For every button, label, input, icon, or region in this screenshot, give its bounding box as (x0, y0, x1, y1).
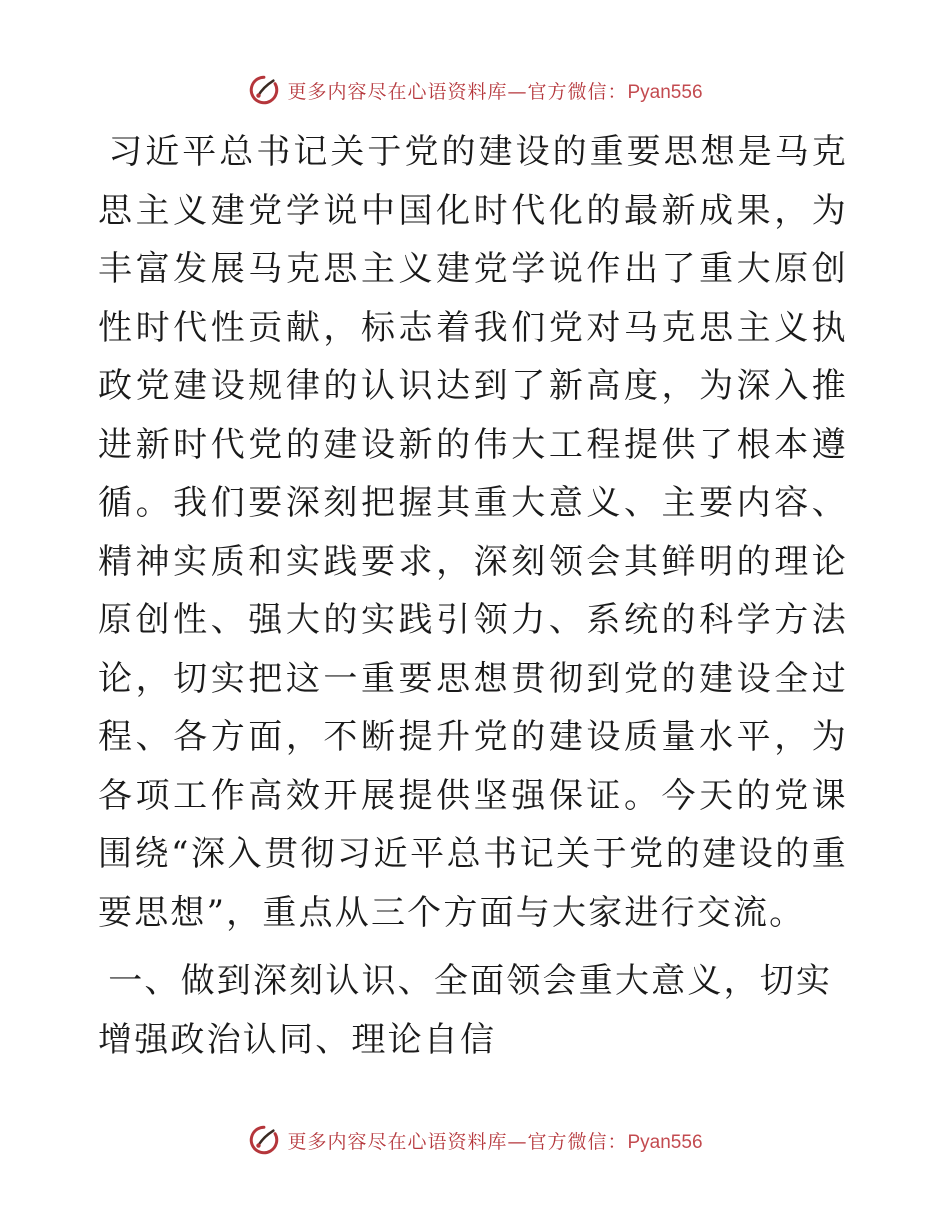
watermark-wechat-label: 官方微信： (527, 80, 628, 103)
section-heading: 一、做到深刻认识、全面领会重大意义，切实增强政治认同、理论自信 (98, 961, 833, 1060)
watermark-text (287, 1127, 702, 1154)
watermark-wechat-id: Pyan556 (627, 81, 703, 103)
body-paragraph: 习近平总书记关于党的建设的重要思想是马克思主义建党学说中国化时代化的最新成果，为丰富发展马克思主义建党学说作出了重大原创性时代性贡献，标志着我们党对马克思主义执政党建设规律的认识达到了新高度，为深入推进新时代党的建设新的伟大工程提供了根本遵循。我们要深刻把握其重大意义、主要内容、精神实质和实践要求，深刻领会其鲜明的理论原创性、强大的实践引领力、系统的科学方法论，切实把这一重要思想贯彻到党的建设全过程、各方面，不断提升党的建设质量水平，为各项工作高效开展提供坚强保证。今天的党课围绕“深入贯彻习近平总书记关于党的建设的重要思想”，重点从三个方面与大家进行交流。 (98, 132, 848, 933)
watermark-site-name: 更多内容尽在心语资料库 (287, 80, 508, 103)
brush-circle-logo-icon (247, 1123, 281, 1157)
header-watermark (0, 70, 950, 110)
watermark-text (287, 77, 702, 104)
watermark-wechat-id: Pyan556 (627, 1131, 703, 1153)
watermark-site-name: 更多内容尽在心语资料库 (287, 1130, 508, 1153)
watermark-dash: — (507, 1130, 528, 1153)
footer-watermark (0, 1120, 950, 1160)
brush-circle-logo-icon (247, 73, 281, 107)
watermark-dash: — (507, 80, 528, 103)
document-body (98, 123, 848, 1069)
watermark-wechat-label: 官方微信： (527, 1130, 628, 1153)
